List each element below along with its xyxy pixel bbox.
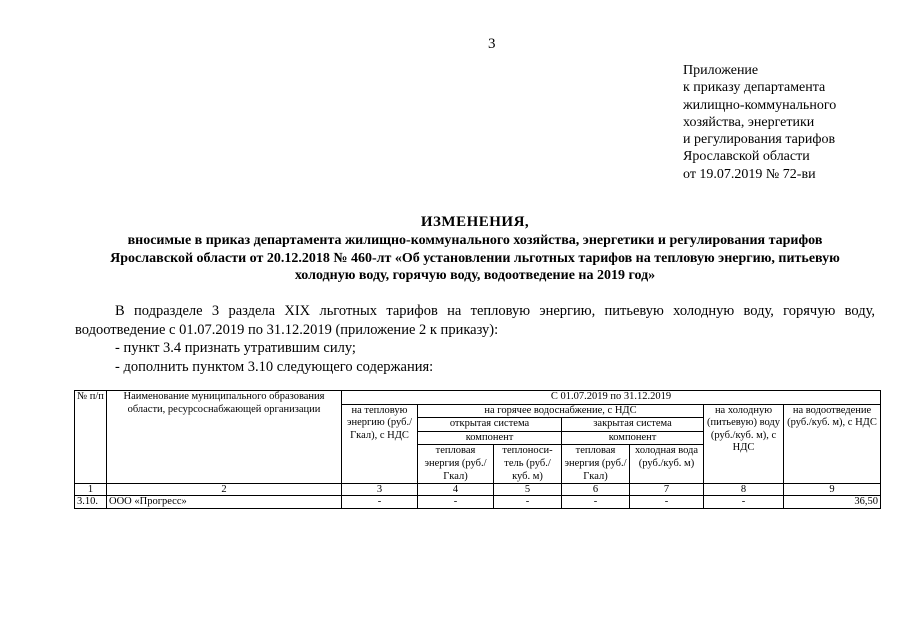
header-heat-energy: на тепловую энергию (руб./Гкал), с НДС [342, 404, 418, 484]
appendix-line: жилищно-коммунального [683, 97, 837, 113]
page-number: 3 [488, 36, 496, 52]
cell-value: - [704, 496, 784, 509]
cell-value: - [418, 496, 494, 509]
column-number: 7 [630, 484, 704, 496]
column-number: 8 [704, 484, 784, 496]
appendix-line: от 19.07.2019 № 72-ви [683, 166, 816, 182]
header-col-name: Наименование муниципального образования области, ресурсоснабжающей организации [107, 391, 342, 484]
column-number: 3 [342, 484, 418, 496]
cell-value: - [342, 496, 418, 509]
body-text [75, 302, 875, 376]
header-cold-water-component: холодная вода (руб./куб. м) [630, 445, 704, 484]
column-number: 4 [418, 484, 494, 496]
heading-line: холодную воду, горячую воду, водоотведение на 2019 год» [294, 268, 656, 284]
header-cold-water: на холодную (питьевую) воду (руб./куб. м), с НДС [704, 404, 784, 484]
header-open-system: открытая система [418, 418, 562, 432]
column-number: 5 [494, 484, 562, 496]
cell-number: 3.10. [75, 496, 107, 509]
header-component: компонент [418, 431, 562, 445]
heading-line: Ярославской области от 20.12.2018 № 460-лт «Об установлении льготных тарифов на тепловую энергию, питьевую [110, 250, 840, 266]
header-component: компонент [562, 431, 704, 445]
cell-organization: ООО «Прогресс» [107, 496, 342, 509]
cell-value: - [494, 496, 562, 509]
appendix-block [683, 62, 836, 183]
appendix-line: к приказу департамента [683, 80, 826, 96]
appendix-line: Приложение [683, 63, 759, 78]
header-heat-energy-component: тепловая энергия (руб./Гкал) [562, 445, 630, 484]
cell-value: - [562, 496, 630, 509]
column-number: 9 [784, 484, 881, 496]
header-closed-system: закрытая система [562, 418, 704, 432]
appendix-line: хозяйства, энергетики [683, 114, 815, 130]
column-number: 6 [562, 484, 630, 496]
heading-line: вносимые в приказ департамента жилищно-коммунального хозяйства, энергетики и регулирования тарифов [127, 232, 823, 248]
table-row [75, 496, 881, 509]
cell-value: - [630, 496, 704, 509]
body-paragraph: В подразделе 3 раздела XIX льготных тарифов на тепловую энергию, питьевую холодную воду, горячую воду, водоотведение с 01.07.2019 по 31.12.2019 (приложение 2 к приказу): [75, 303, 875, 338]
header-sewage: на водоотведение (руб./куб. м), с НДС [784, 404, 881, 484]
header-hot-water: на горячее водоснабжение, с НДС [418, 404, 704, 418]
appendix-line: и регулирования тарифов [683, 132, 836, 148]
header-heat-carrier: теплоноси-тель (руб./куб. м) [494, 445, 562, 484]
column-number: 1 [75, 484, 107, 496]
document-heading [60, 214, 890, 285]
tariffs-table [74, 390, 881, 509]
header-heat-energy-component: тепловая энергия (руб./Гкал) [418, 445, 494, 484]
cell-value: 36,50 [784, 496, 881, 509]
body-list-item: - дополнить пунктом 3.10 следующего содержания: [115, 358, 434, 375]
heading-title: ИЗМЕНЕНИЯ, [420, 214, 530, 230]
body-list-item: - пункт 3.4 признать утратившим силу; [115, 340, 356, 356]
header-col-number: № п/п [75, 391, 107, 484]
header-period: С 01.07.2019 по 31.12.2019 [342, 391, 881, 405]
appendix-line: Ярославской области [683, 149, 810, 165]
column-number: 2 [107, 484, 342, 496]
